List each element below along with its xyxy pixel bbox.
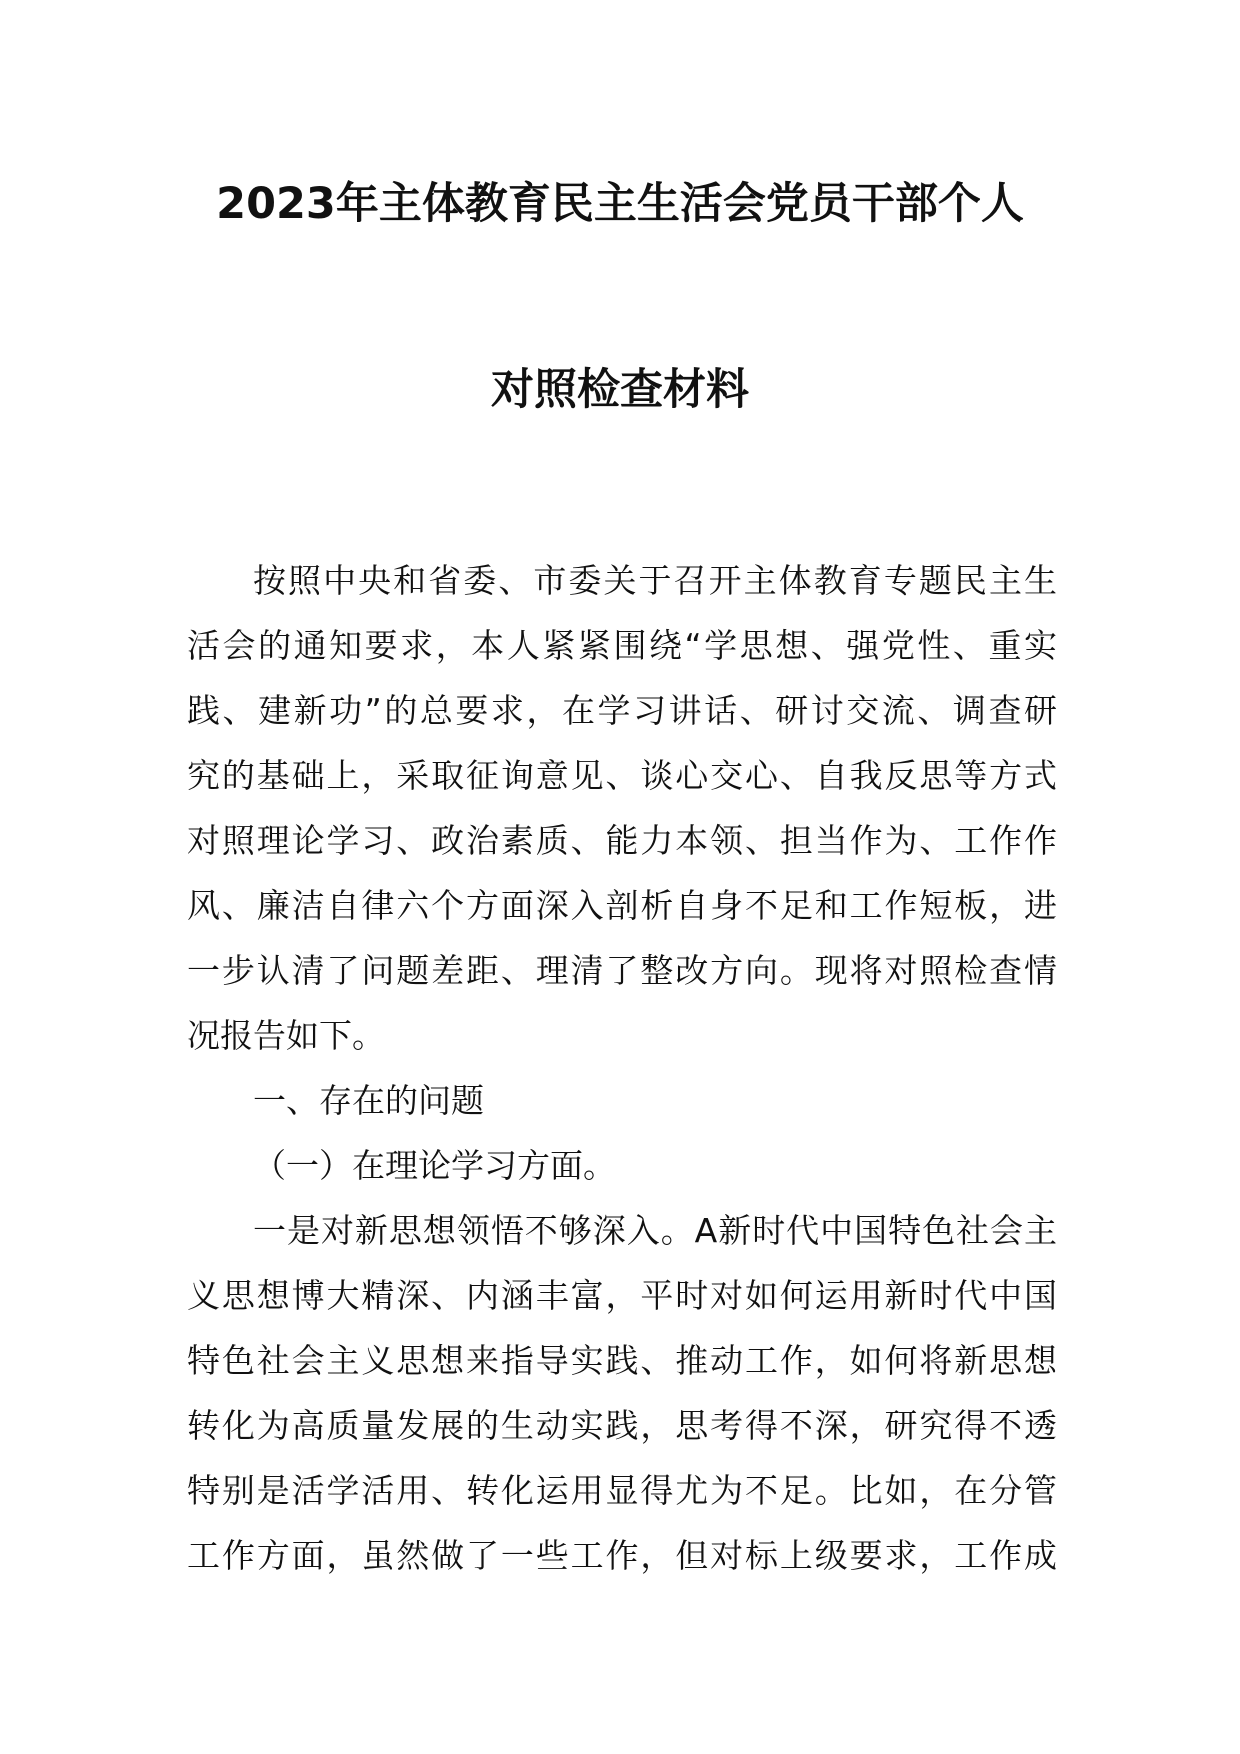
body-line: 践、建新功”的总要求，在学习讲话、研讨交流、调查研: [187, 691, 1057, 730]
body-line: 风、廉洁自律六个方面深入剖析自身不足和工作短板，进: [187, 886, 1057, 925]
body-line: 特色社会主义思想来指导实践、推动工作，如何将新思想: [187, 1341, 1057, 1380]
body-line: 对照理论学习、政治素质、能力本领、担当作为、工作作: [187, 821, 1057, 860]
document-title-line-2: 对照检查材料: [491, 365, 749, 415]
section-heading: 一、存在的问题: [253, 1081, 484, 1120]
body-line: 况报告如下。: [187, 1016, 385, 1055]
body-line: 特别是活学活用、转化运用显得尤为不足。比如，在分管: [187, 1471, 1057, 1510]
body-line: 活会的通知要求，本人紧紧围绕“学思想、强党性、重实: [187, 626, 1057, 665]
document-title-line-1: 2023年主体教育民主生活会党员干部个人: [216, 179, 1024, 229]
subsection-heading: （一）在理论学习方面。: [253, 1146, 616, 1185]
body-line: 一步认清了问题差距、理清了整改方向。现将对照检查情: [187, 951, 1057, 990]
body-line: 义思想博大精深、内涵丰富，平时对如何运用新时代中国: [187, 1276, 1057, 1315]
body-line: 按照中央和省委、市委关于召开主体教育专题民主生: [253, 561, 1057, 600]
body-line: 工作方面，虽然做了一些工作，但对标上级要求，工作成: [187, 1536, 1057, 1575]
body-line: 一是对新思想领悟不够深入。A新时代中国特色社会主: [253, 1211, 1057, 1250]
body-line: 究的基础上，采取征询意见、谈心交心、自我反思等方式: [187, 756, 1057, 795]
document-body: [187, 548, 1057, 1588]
body-line: 转化为高质量发展的生动实践，思考得不深，研究得不透: [187, 1406, 1057, 1445]
